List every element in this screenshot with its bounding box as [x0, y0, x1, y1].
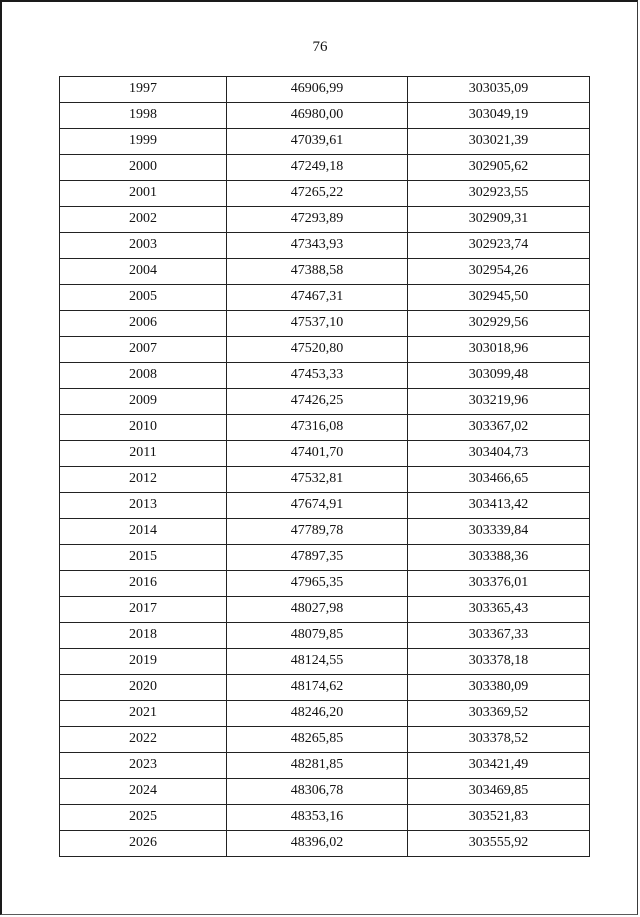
value-a-cell: 46906,99 [227, 77, 408, 103]
year-cell: 2011 [60, 441, 227, 467]
value-b-cell: 303469,85 [408, 779, 590, 805]
value-b-cell: 303369,52 [408, 701, 590, 727]
year-cell: 2006 [60, 311, 227, 337]
table-row [60, 363, 590, 389]
table-row [60, 77, 590, 103]
year-cell: 2022 [60, 727, 227, 753]
table-row [60, 181, 590, 207]
value-b-cell: 303413,42 [408, 493, 590, 519]
year-cell: 2010 [60, 415, 227, 441]
year-cell: 2003 [60, 233, 227, 259]
table-row [60, 675, 590, 701]
table-row [60, 519, 590, 545]
page-number: 76 [312, 39, 328, 55]
year-cell: 1999 [60, 129, 227, 155]
value-a-cell: 48027,98 [227, 597, 408, 623]
value-b-cell: 303376,01 [408, 571, 590, 597]
year-cell: 2018 [60, 623, 227, 649]
value-b-cell: 302905,62 [408, 155, 590, 181]
year-cell: 2023 [60, 753, 227, 779]
table-row [60, 233, 590, 259]
year-cell: 2016 [60, 571, 227, 597]
table-row [60, 207, 590, 233]
value-b-cell: 303404,73 [408, 441, 590, 467]
data-table [59, 76, 590, 857]
year-cell: 2001 [60, 181, 227, 207]
table-row [60, 415, 590, 441]
year-cell: 2013 [60, 493, 227, 519]
value-a-cell: 47453,33 [227, 363, 408, 389]
value-b-cell: 303521,83 [408, 805, 590, 831]
value-b-cell: 303421,49 [408, 753, 590, 779]
year-cell: 2020 [60, 675, 227, 701]
table-row [60, 103, 590, 129]
year-cell: 2000 [60, 155, 227, 181]
value-a-cell: 47897,35 [227, 545, 408, 571]
table-row [60, 701, 590, 727]
value-a-cell: 48124,55 [227, 649, 408, 675]
year-cell: 2026 [60, 831, 227, 857]
value-b-cell: 303049,19 [408, 103, 590, 129]
value-b-cell: 303099,48 [408, 363, 590, 389]
year-cell: 2007 [60, 337, 227, 363]
value-b-cell: 302909,31 [408, 207, 590, 233]
value-a-cell: 48281,85 [227, 753, 408, 779]
year-cell: 2014 [60, 519, 227, 545]
value-a-cell: 48353,16 [227, 805, 408, 831]
value-a-cell: 47249,18 [227, 155, 408, 181]
table-row [60, 831, 590, 857]
value-b-cell: 303555,92 [408, 831, 590, 857]
value-b-cell: 302929,56 [408, 311, 590, 337]
value-b-cell: 303380,09 [408, 675, 590, 701]
value-a-cell: 48246,20 [227, 701, 408, 727]
year-cell: 2002 [60, 207, 227, 233]
value-a-cell: 46980,00 [227, 103, 408, 129]
table-row [60, 155, 590, 181]
value-b-cell: 303339,84 [408, 519, 590, 545]
value-a-cell: 48306,78 [227, 779, 408, 805]
value-b-cell: 303378,52 [408, 727, 590, 753]
value-a-cell: 47537,10 [227, 311, 408, 337]
value-a-cell: 48079,85 [227, 623, 408, 649]
value-a-cell: 47965,35 [227, 571, 408, 597]
table-row [60, 441, 590, 467]
value-b-cell: 302923,55 [408, 181, 590, 207]
table-row [60, 467, 590, 493]
year-cell: 2015 [60, 545, 227, 571]
year-cell: 1998 [60, 103, 227, 129]
table-row [60, 753, 590, 779]
table-row [60, 571, 590, 597]
value-a-cell: 47293,89 [227, 207, 408, 233]
value-b-cell: 302923,74 [408, 233, 590, 259]
value-b-cell: 303367,02 [408, 415, 590, 441]
value-b-cell: 303367,33 [408, 623, 590, 649]
year-cell: 2005 [60, 285, 227, 311]
table-row [60, 337, 590, 363]
value-b-cell: 303378,18 [408, 649, 590, 675]
table-row [60, 649, 590, 675]
value-b-cell: 302945,50 [408, 285, 590, 311]
table-row [60, 545, 590, 571]
year-cell: 2009 [60, 389, 227, 415]
table-body [60, 77, 590, 857]
year-cell: 2004 [60, 259, 227, 285]
value-a-cell: 47039,61 [227, 129, 408, 155]
year-cell: 1997 [60, 77, 227, 103]
table-row [60, 285, 590, 311]
table-row [60, 311, 590, 337]
value-a-cell: 47343,93 [227, 233, 408, 259]
table-row [60, 779, 590, 805]
value-a-cell: 47265,22 [227, 181, 408, 207]
year-cell: 2008 [60, 363, 227, 389]
value-a-cell: 47401,70 [227, 441, 408, 467]
value-b-cell: 303365,43 [408, 597, 590, 623]
value-b-cell: 303388,36 [408, 545, 590, 571]
value-a-cell: 48265,85 [227, 727, 408, 753]
value-b-cell: 303021,39 [408, 129, 590, 155]
year-cell: 2025 [60, 805, 227, 831]
year-cell: 2021 [60, 701, 227, 727]
table-row [60, 129, 590, 155]
value-a-cell: 47388,58 [227, 259, 408, 285]
table-row [60, 259, 590, 285]
table-row [60, 493, 590, 519]
table-row [60, 805, 590, 831]
value-b-cell: 302954,26 [408, 259, 590, 285]
value-a-cell: 47520,80 [227, 337, 408, 363]
value-b-cell: 303466,65 [408, 467, 590, 493]
table-row [60, 389, 590, 415]
value-a-cell: 47674,91 [227, 493, 408, 519]
table-row [60, 727, 590, 753]
year-cell: 2012 [60, 467, 227, 493]
year-cell: 2024 [60, 779, 227, 805]
value-a-cell: 47532,81 [227, 467, 408, 493]
value-b-cell: 303018,96 [408, 337, 590, 363]
value-a-cell: 48174,62 [227, 675, 408, 701]
table-row [60, 597, 590, 623]
value-a-cell: 47426,25 [227, 389, 408, 415]
value-a-cell: 47789,78 [227, 519, 408, 545]
value-b-cell: 303219,96 [408, 389, 590, 415]
table-row [60, 623, 590, 649]
value-a-cell: 47467,31 [227, 285, 408, 311]
value-a-cell: 47316,08 [227, 415, 408, 441]
year-cell: 2017 [60, 597, 227, 623]
year-cell: 2019 [60, 649, 227, 675]
value-a-cell: 48396,02 [227, 831, 408, 857]
value-b-cell: 303035,09 [408, 77, 590, 103]
